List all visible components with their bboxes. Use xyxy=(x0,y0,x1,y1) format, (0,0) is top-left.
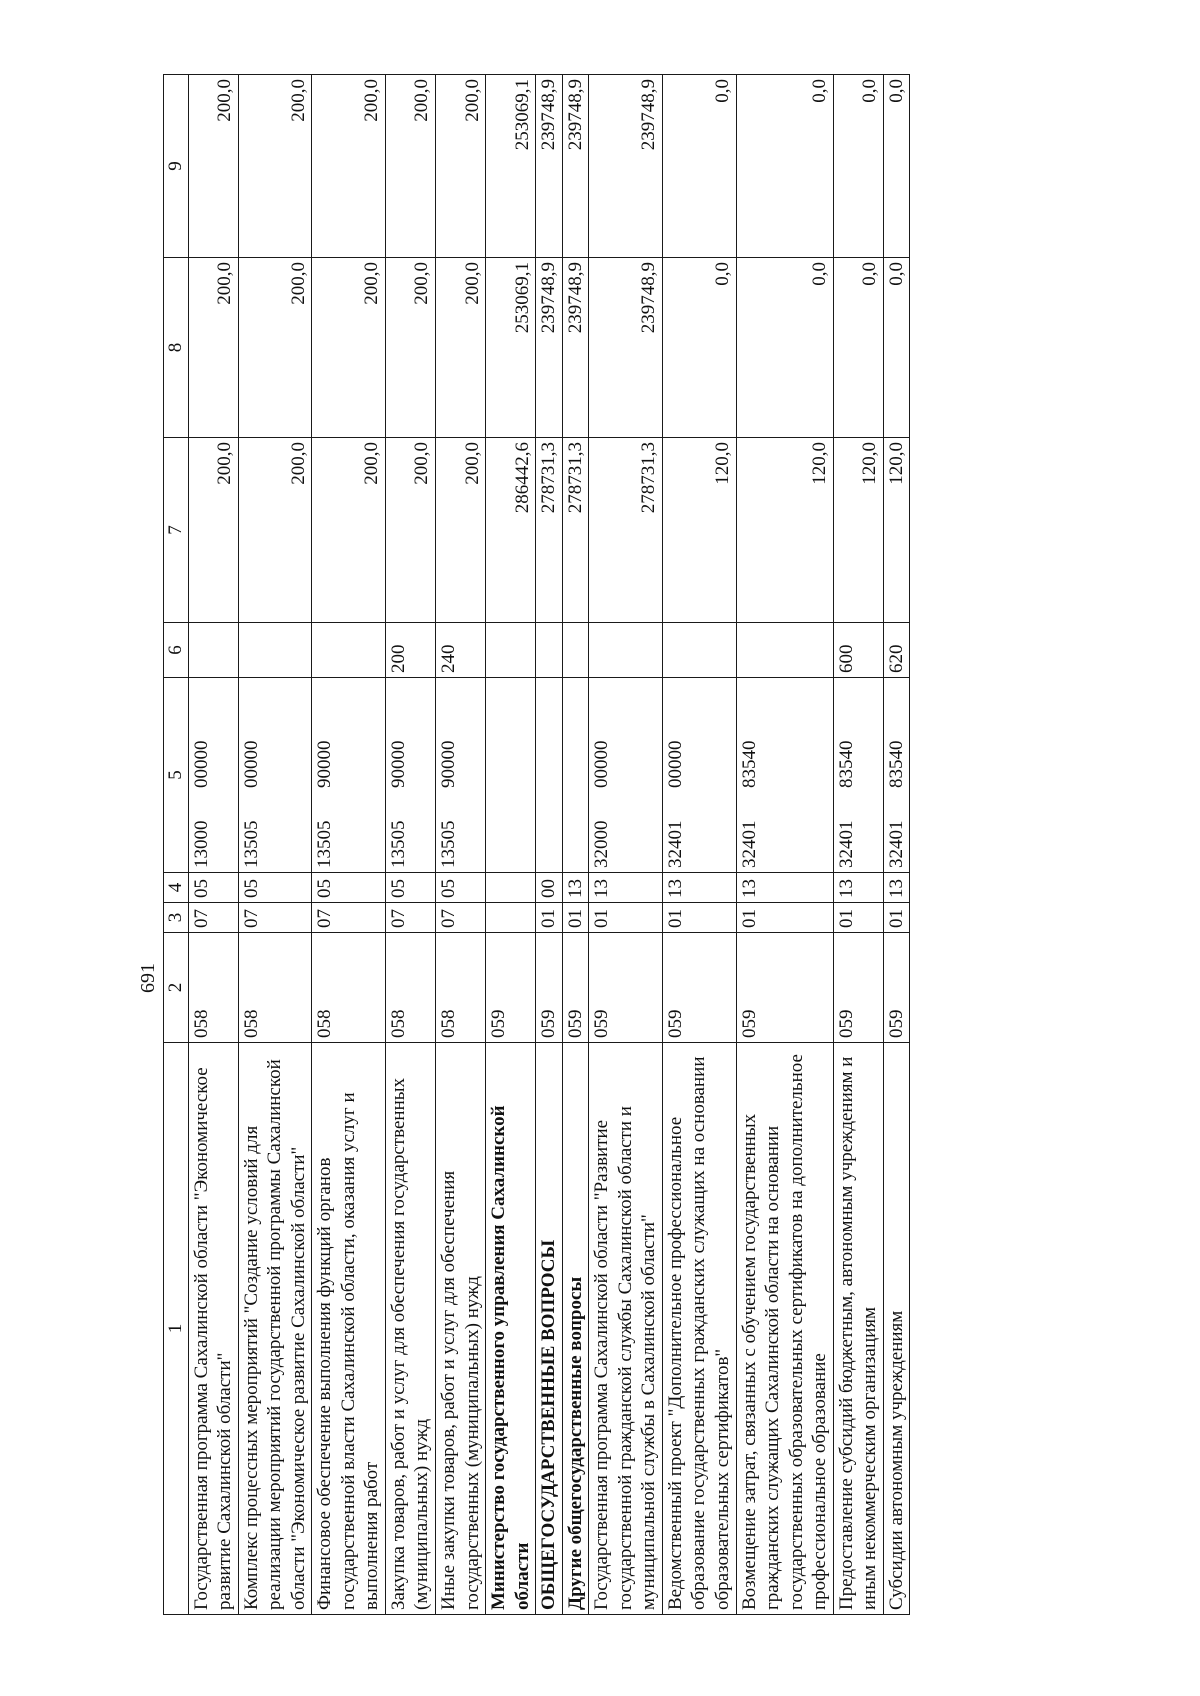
header-col-2: 2 xyxy=(164,933,189,1043)
row-target-article xyxy=(536,678,563,873)
row-subsection-code: 00 xyxy=(536,873,563,903)
row-value-col8: 253069,1 xyxy=(486,258,536,438)
row-ved-code: 059 xyxy=(536,933,563,1043)
row-target-article xyxy=(436,678,486,873)
row-target-article-program: 32401 xyxy=(738,820,760,868)
row-expense-type xyxy=(736,623,833,678)
row-value-col8: 200,0 xyxy=(385,258,435,438)
row-subsection-code xyxy=(486,873,536,903)
header-col-1: 1 xyxy=(164,1043,189,1615)
row-target-article xyxy=(562,678,589,873)
row-name: Ведомственный проект "Дополнительное профессиональное образование государственных гражданских служащих на основании образовательных сертификатов" xyxy=(662,1043,736,1615)
row-section-code: 01 xyxy=(833,903,883,933)
row-value-col8: 200,0 xyxy=(188,258,238,438)
row-name: Министерство государственного управления Сахалинской области xyxy=(486,1043,536,1615)
row-expense-type xyxy=(536,623,563,678)
row-name: Комплекс процессных мероприятий "Создание условий для реализации мероприятий государственной программы Сахалинской области "Экономическое развитие Сахалинской области" xyxy=(238,1043,312,1615)
row-ved-code: 058 xyxy=(188,933,238,1043)
row-target-article-direction: 83540 xyxy=(738,740,760,788)
row-target-article-direction: 83540 xyxy=(885,740,907,788)
table-row xyxy=(562,75,589,1615)
row-ved-code: 059 xyxy=(562,933,589,1043)
budget-table xyxy=(163,74,910,1615)
row-target-article-program: 32401 xyxy=(885,820,907,868)
row-value-col8: 0,0 xyxy=(833,258,883,438)
table-row xyxy=(662,75,736,1615)
table-header xyxy=(164,75,189,1615)
row-expense-type xyxy=(312,623,386,678)
row-target-article-direction: 83540 xyxy=(835,740,857,788)
row-value-col8: 0,0 xyxy=(736,258,833,438)
row-target-article xyxy=(486,678,536,873)
row-section-code: 07 xyxy=(436,903,486,933)
row-target-article-direction: 90000 xyxy=(387,740,409,788)
row-value-col9: 0,0 xyxy=(883,75,910,258)
row-ved-code: 059 xyxy=(736,933,833,1043)
row-expense-type xyxy=(562,623,589,678)
table-row xyxy=(188,75,238,1615)
row-subsection-code: 13 xyxy=(662,873,736,903)
row-value-col8: 239748,9 xyxy=(536,258,563,438)
row-value-col7: 200,0 xyxy=(188,438,238,623)
row-expense-type xyxy=(188,623,238,678)
header-col-4: 4 xyxy=(164,873,189,903)
row-target-article-direction: 00000 xyxy=(591,740,613,788)
page-number: 691 xyxy=(137,963,159,993)
row-name: Субсидии автономным учреждениям xyxy=(883,1043,910,1615)
row-ved-code: 059 xyxy=(589,933,663,1043)
row-target-article xyxy=(833,678,883,873)
row-target-article-program: 13505 xyxy=(438,820,460,868)
row-target-article-direction: 90000 xyxy=(438,740,460,788)
row-value-col9: 0,0 xyxy=(662,75,736,258)
row-subsection-code: 13 xyxy=(562,873,589,903)
row-section-code: 01 xyxy=(736,903,833,933)
row-target-article-direction: 00000 xyxy=(664,740,686,788)
row-value-col7: 120,0 xyxy=(833,438,883,623)
row-target-article-direction: 00000 xyxy=(240,740,262,788)
row-name: Закупка товаров, работ и услуг для обеспечения государственных (муниципальных) нужд xyxy=(385,1043,435,1615)
row-target-article-program: 13505 xyxy=(314,820,336,868)
row-section-code: 01 xyxy=(883,903,910,933)
header-col-7: 7 xyxy=(164,438,189,623)
row-target-article-program: 32401 xyxy=(664,820,686,868)
row-value-col8: 239748,9 xyxy=(589,258,663,438)
table-row xyxy=(238,75,312,1615)
row-expense-type: 620 xyxy=(883,623,910,678)
row-value-col9: 0,0 xyxy=(736,75,833,258)
row-subsection-code: 13 xyxy=(833,873,883,903)
row-value-col9: 0,0 xyxy=(833,75,883,258)
row-ved-code: 058 xyxy=(312,933,386,1043)
row-section-code: 01 xyxy=(536,903,563,933)
table-row xyxy=(589,75,663,1615)
row-expense-type: 240 xyxy=(436,623,486,678)
row-target-article-program: 13000 xyxy=(190,820,212,868)
row-target-article-direction: 00000 xyxy=(190,740,212,788)
header-col-9: 9 xyxy=(164,75,189,258)
row-value-col7: 278731,3 xyxy=(589,438,663,623)
row-subsection-code: 13 xyxy=(589,873,663,903)
row-value-col9: 200,0 xyxy=(188,75,238,258)
table-row xyxy=(536,75,563,1615)
row-value-col7: 200,0 xyxy=(312,438,386,623)
table-row xyxy=(385,75,435,1615)
row-value-col7: 120,0 xyxy=(736,438,833,623)
row-value-col9: 253069,1 xyxy=(486,75,536,258)
row-subsection-code: 05 xyxy=(385,873,435,903)
row-expense-type xyxy=(486,623,536,678)
row-section-code: 07 xyxy=(238,903,312,933)
row-target-article xyxy=(736,678,833,873)
row-value-col9: 200,0 xyxy=(312,75,386,258)
row-target-article-direction: 90000 xyxy=(314,740,336,788)
row-expense-type: 200 xyxy=(385,623,435,678)
row-expense-type xyxy=(238,623,312,678)
row-name: Иные закупки товаров, работ и услуг для обеспечения государственных (муниципальных) нужд xyxy=(436,1043,486,1615)
row-section-code: 07 xyxy=(385,903,435,933)
row-ved-code: 059 xyxy=(833,933,883,1043)
row-value-col7: 200,0 xyxy=(385,438,435,623)
table-row xyxy=(312,75,386,1615)
row-value-col7: 278731,3 xyxy=(562,438,589,623)
row-subsection-code: 05 xyxy=(312,873,386,903)
row-section-code: 01 xyxy=(562,903,589,933)
row-value-col7: 200,0 xyxy=(436,438,486,623)
row-target-article xyxy=(238,678,312,873)
row-value-col9: 239748,9 xyxy=(536,75,563,258)
row-target-article xyxy=(883,678,910,873)
table-row xyxy=(833,75,883,1615)
row-name: Возмещение затрат, связанных с обучением государственных гражданских служащих Сахалинской области на основании государственных образовательных сертификатов на дополнительное профессиональное образование xyxy=(736,1043,833,1615)
row-target-article xyxy=(662,678,736,873)
row-section-code: 07 xyxy=(312,903,386,933)
row-value-col8: 239748,9 xyxy=(562,258,589,438)
header-col-6: 6 xyxy=(164,623,189,678)
row-subsection-code: 05 xyxy=(238,873,312,903)
row-value-col9: 200,0 xyxy=(385,75,435,258)
row-target-article xyxy=(188,678,238,873)
row-ved-code: 059 xyxy=(486,933,536,1043)
row-target-article-program: 32401 xyxy=(835,820,857,868)
row-section-code: 01 xyxy=(589,903,663,933)
row-value-col8: 200,0 xyxy=(436,258,486,438)
table-row xyxy=(486,75,536,1615)
row-target-article-program: 13505 xyxy=(387,820,409,868)
row-value-col9: 200,0 xyxy=(238,75,312,258)
row-value-col7: 120,0 xyxy=(662,438,736,623)
header-col-5: 5 xyxy=(164,678,189,873)
row-target-article-program: 32000 xyxy=(591,820,613,868)
row-expense-type xyxy=(662,623,736,678)
row-value-col7: 278731,3 xyxy=(536,438,563,623)
row-subsection-code: 05 xyxy=(436,873,486,903)
row-section-code: 07 xyxy=(188,903,238,933)
row-expense-type: 600 xyxy=(833,623,883,678)
row-ved-code: 059 xyxy=(662,933,736,1043)
row-value-col9: 239748,9 xyxy=(562,75,589,258)
row-name: Государственная программа Сахалинской области "Развитие государственной гражданской службы Сахалинской области и муниципальной службы в Сахалинской области" xyxy=(589,1043,663,1615)
row-subsection-code: 13 xyxy=(736,873,833,903)
row-value-col9: 200,0 xyxy=(436,75,486,258)
table-row xyxy=(883,75,910,1615)
row-value-col8: 200,0 xyxy=(238,258,312,438)
header-row xyxy=(164,75,189,1615)
row-name: Предоставление субсидий бюджетным, автономным учреждениям и иным некоммерческим организациям xyxy=(833,1043,883,1615)
row-name: Государственная программа Сахалинской области "Экономическое развитие Сахалинской области" xyxy=(188,1043,238,1615)
row-section-code xyxy=(486,903,536,933)
row-name: Другие общегосударственные вопросы xyxy=(562,1043,589,1615)
row-expense-type xyxy=(589,623,663,678)
row-name: Финансовое обеспечение выполнения функций органов государственной власти Сахалинской области, оказания услуг и выполнения работ xyxy=(312,1043,386,1615)
row-subsection-code: 05 xyxy=(188,873,238,903)
row-ved-code: 058 xyxy=(436,933,486,1043)
row-ved-code: 058 xyxy=(238,933,312,1043)
row-target-article xyxy=(385,678,435,873)
row-name: ОБЩЕГОСУДАРСТВЕННЫЕ ВОПРОСЫ xyxy=(536,1043,563,1615)
row-value-col7: 120,0 xyxy=(883,438,910,623)
row-value-col8: 200,0 xyxy=(312,258,386,438)
row-value-col8: 0,0 xyxy=(883,258,910,438)
table-row xyxy=(736,75,833,1615)
row-value-col8: 0,0 xyxy=(662,258,736,438)
row-target-article xyxy=(312,678,386,873)
row-value-col7: 286442,6 xyxy=(486,438,536,623)
row-ved-code: 058 xyxy=(385,933,435,1043)
row-subsection-code: 13 xyxy=(883,873,910,903)
row-ved-code: 059 xyxy=(883,933,910,1043)
table-body xyxy=(188,75,910,1615)
header-col-3: 3 xyxy=(164,903,189,933)
row-target-article-program: 13505 xyxy=(240,820,262,868)
rotated-content xyxy=(135,75,1145,1615)
row-value-col9: 239748,9 xyxy=(589,75,663,258)
header-col-8: 8 xyxy=(164,258,189,438)
row-section-code: 01 xyxy=(662,903,736,933)
row-target-article xyxy=(589,678,663,873)
table-row xyxy=(436,75,486,1615)
row-value-col7: 200,0 xyxy=(238,438,312,623)
